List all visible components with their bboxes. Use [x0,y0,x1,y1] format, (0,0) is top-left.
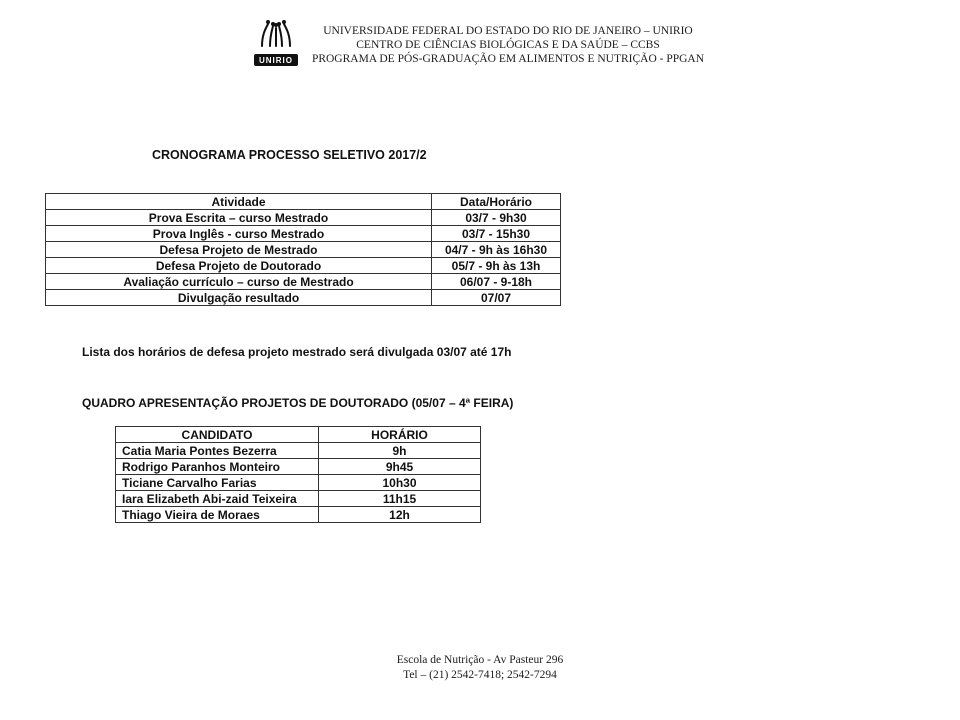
column-header: Data/Horário [432,194,561,210]
column-header: HORÁRIO [319,427,481,443]
table-row [116,459,481,475]
defense-note: Lista dos horários de defesa projeto mestrado será divulgada 03/07 até 17h [82,345,512,359]
table-cell: 9h [319,443,481,459]
table-cell: 12h [319,507,481,523]
table-row [46,226,561,242]
table-row [116,507,481,523]
table-cell: Catia Maria Pontes Bezerra [116,443,319,459]
table-row [46,242,561,258]
unirio-logo-label: UNIRIO [254,54,298,66]
footer-address: Escola de Nutrição - Av Pasteur 296 [396,654,564,666]
table-cell: 03/7 - 15h30 [432,226,561,242]
schedule-table [45,193,561,306]
table-row [46,290,561,306]
doctorate-title: QUADRO APRESENTAÇÃO PROJETOS DE DOUTORADO (05/07 – 4ª FEIRA) [82,396,514,410]
column-header: Atividade [46,194,432,210]
table-cell: 05/7 - 9h às 13h [432,258,561,274]
table-cell: 06/07 - 9-18h [432,274,561,290]
table-cell: 10h30 [319,475,481,491]
doctorate-table [115,426,481,523]
table-cell: Prova Inglês - curso Mestrado [46,226,432,242]
table-header-row [46,194,561,210]
document-footer [0,653,960,683]
institution-line-1: UNIVERSIDADE FEDERAL DO ESTADO DO RIO DE JANEIRO – UNIRIO [323,25,693,37]
table-header-row [116,427,481,443]
table-cell: Rodrigo Paranhos Monteiro [116,459,319,475]
table-cell: Thiago Vieira de Moraes [116,507,319,523]
crown-icon [256,18,296,53]
table-cell: Defesa Projeto de Doutorado [46,258,432,274]
table-row [46,258,561,274]
table-cell: Prova Escrita – curso Mestrado [46,210,432,226]
table-row [116,491,481,507]
table-cell: 07/07 [432,290,561,306]
institution-line-3: PROGRAMA DE PÓS-GRADUAÇÃO EM ALIMENTOS E NUTRIÇÃO - PPGAN [311,53,705,65]
table-cell: Divulgação resultado [46,290,432,306]
document-header [0,10,960,70]
table-cell: Iara Elizabeth Abi-zaid Teixeira [116,491,319,507]
institution-line-2: CENTRO DE CIÊNCIAS BIOLÓGICAS E DA SAÚDE – CCBS [356,39,660,51]
table-row [116,443,481,459]
table-row [116,475,481,491]
table-cell: Avaliação currículo – curso de Mestrado [46,274,432,290]
table-cell: 03/7 - 9h30 [432,210,561,226]
column-header: CANDIDATO [116,427,319,443]
table-cell: 04/7 - 9h às 16h30 [432,242,561,258]
footer-phone: Tel – (21) 2542-7418; 2542-7294 [403,669,557,681]
institution-header-text [308,24,708,66]
table-row [46,274,561,290]
table-row [46,210,561,226]
unirio-logo [252,18,300,70]
table-cell: 11h15 [319,491,481,507]
schedule-title: CRONOGRAMA PROCESSO SELETIVO 2017/2 [152,148,427,162]
table-cell: Ticiane Carvalho Farias [116,475,319,491]
table-cell: Defesa Projeto de Mestrado [46,242,432,258]
table-cell: 9h45 [319,459,481,475]
